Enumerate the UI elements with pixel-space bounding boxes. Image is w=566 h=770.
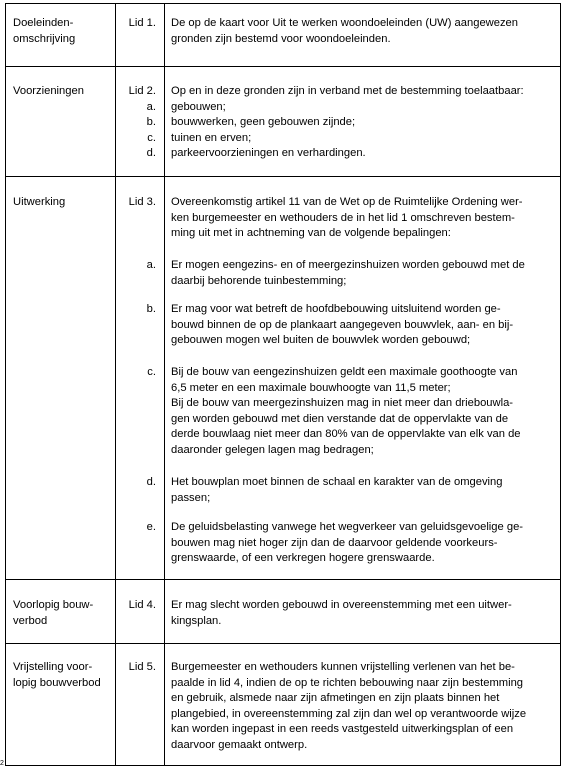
- list-item: bouwwerken, geen gebouwen zijnde;: [171, 116, 356, 128]
- row-label: [13, 84, 113, 100]
- text-line: grenswaarde, of een verkregen hogere grenswaarde.: [171, 552, 435, 564]
- text-line: kingsplan.: [171, 614, 222, 627]
- list-item: gebouwen;: [171, 100, 226, 113]
- lid-label: Lid 1.: [128, 17, 156, 29]
- bestemming-table: [5, 3, 561, 766]
- text-line: Er mogen eengezins- en of meergezinshuizen worden gebouwd met de: [171, 259, 525, 271]
- row-label-line: Uitwerking: [13, 196, 66, 208]
- text-line: paalde in lid 4, indien de op te richten bebouwing naar zijn bestemming: [171, 676, 524, 689]
- row-label: [13, 598, 113, 629]
- row-label-line: Doeleinden-: [13, 17, 74, 29]
- lid-label: Lid 5.: [128, 661, 156, 673]
- item-marker-label: e.: [146, 521, 156, 533]
- list-item: [171, 475, 555, 506]
- item-marker-label: d.: [146, 476, 156, 488]
- text-line: Overeenkomstig artikel 11 van de Wet op de Ruimtelijke Ordening wer-: [171, 196, 523, 208]
- lid-number: [122, 598, 162, 614]
- row-label-line: Vrijstelling voor-: [13, 661, 93, 673]
- list-item: [171, 520, 555, 567]
- text-line: kan worden ingepast in een reeds vastgesteld uitwerkingsplan of een: [171, 723, 514, 735]
- text-line: ming uit met in achtneming van de volgende bepalingen:: [171, 227, 451, 239]
- lid-number: [122, 195, 162, 211]
- item-marker: d.: [146, 147, 156, 159]
- text-line: daarbij behorende tuinbestemming;: [171, 274, 347, 287]
- lid-text: [171, 195, 555, 242]
- item-marker: [122, 365, 162, 381]
- list-item: parkeervoorzieningen en verhardingen.: [171, 147, 366, 159]
- lid-text: [171, 660, 555, 753]
- lid-number: [122, 16, 162, 32]
- text-line: gronden zijn bestemd voor woondoeleinden.: [171, 32, 391, 45]
- text-line: passen;: [171, 491, 211, 504]
- page-mark: 2: [0, 760, 4, 767]
- text-line: daarvoor gemaakt ontwerp.: [171, 738, 308, 751]
- text-line: De geluidsbelasting vanwege het wegverkeer van geluidsgevoelige ge-: [171, 521, 524, 533]
- row-label-line: verbod: [13, 614, 48, 627]
- item-marker: b.: [146, 116, 156, 128]
- text-line: Er mag voor wat betreft de hoofdbebouwing uitsluitend worden ge-: [171, 303, 501, 315]
- item-marker: [122, 520, 162, 536]
- text-line: daaronder gelegen lagen mag bedragen;: [171, 443, 374, 456]
- lid-text: [171, 84, 555, 162]
- text-line: plangebied, in overeenstemming zal zijn dan wel op verantwoorde wijze: [171, 707, 527, 720]
- list-item: tuinen en erven;: [171, 131, 252, 144]
- lid-number: [122, 84, 162, 162]
- text-line: De op de kaart voor Uit te werken woondoeleinden (UW) aangewezen: [171, 17, 519, 29]
- text-line: bouwd binnen de op de plankaart aangegeven bouwvlek, aan- en bij-: [171, 318, 514, 331]
- lid-label: Lid 4.: [128, 599, 156, 611]
- text-line: Op en in deze gronden zijn in verband met de bestemming toelaatbaar:: [171, 85, 524, 97]
- table-row-lid-5: [6, 643, 560, 766]
- item-marker-label: c.: [147, 366, 156, 378]
- item-marker: [122, 475, 162, 491]
- row-label-line: omschrijving: [13, 32, 76, 45]
- row-label: [13, 195, 113, 211]
- item-marker: [122, 258, 162, 274]
- list-item: [171, 365, 555, 458]
- lid-number: [122, 660, 162, 676]
- lid-text: [171, 598, 555, 629]
- text-line: Bij de bouw van meergezinshuizen mag in niet meer dan driebouwla-: [171, 397, 514, 409]
- lid-text: [171, 16, 555, 47]
- row-label-line: Voorzieningen: [13, 85, 84, 97]
- text-line: Burgemeester en wethouders kunnen vrijstelling verlenen van het be-: [171, 661, 515, 673]
- item-marker: c.: [147, 131, 156, 144]
- text-line: 6,5 meter en een maximale bouwhoogte van 11,5 meter;: [171, 381, 451, 394]
- lid-label: Lid 3.: [128, 196, 156, 208]
- row-label-line: lopig bouwverbod: [13, 676, 101, 689]
- list-item: [171, 302, 555, 349]
- table-row-lid-3: [6, 176, 560, 580]
- table-row-lid-1: [6, 4, 560, 66]
- item-marker-label: b.: [146, 303, 156, 315]
- row-label: [13, 16, 113, 47]
- text-line: bouwen mag niet hoger zijn dan de daarvoor geldende voorkeurs-: [171, 536, 498, 549]
- item-marker: a.: [146, 100, 156, 113]
- text-line: gen worden gebouwd met dien verstande dat de oppervlakte van de: [171, 412, 509, 425]
- row-label: [13, 660, 113, 691]
- text-line: Er mag slecht worden gebouwd in overeenstemming met een uitwer-: [171, 599, 512, 611]
- row-label-line: Voorlopig bouw-: [13, 599, 94, 611]
- list-item: [171, 258, 555, 289]
- text-line: Het bouwplan moet binnen de schaal en karakter van de omgeving: [171, 476, 503, 488]
- lid-label: Lid 2.: [128, 85, 156, 97]
- text-line: Bij de bouw van eengezinshuizen geldt een maximale goothoogte van: [171, 366, 518, 378]
- table-row-lid-2: [6, 66, 560, 177]
- item-marker: [122, 302, 162, 318]
- text-line: en gebruik, alsmede naar zijn afmetingen en zijn plaats binnen het: [171, 692, 500, 704]
- table-row-lid-4: [6, 579, 560, 644]
- text-line: derde bouwlaag niet meer dan 80% van de oppervlakte van elk van de: [171, 428, 521, 440]
- text-line: ken burgemeester en wethouders de in het lid 1 omschreven bestem-: [171, 211, 515, 224]
- item-marker-label: a.: [146, 259, 156, 271]
- text-line: gebouwen mogen wel buiten de bouwvlek worden gebouwd;: [171, 334, 471, 346]
